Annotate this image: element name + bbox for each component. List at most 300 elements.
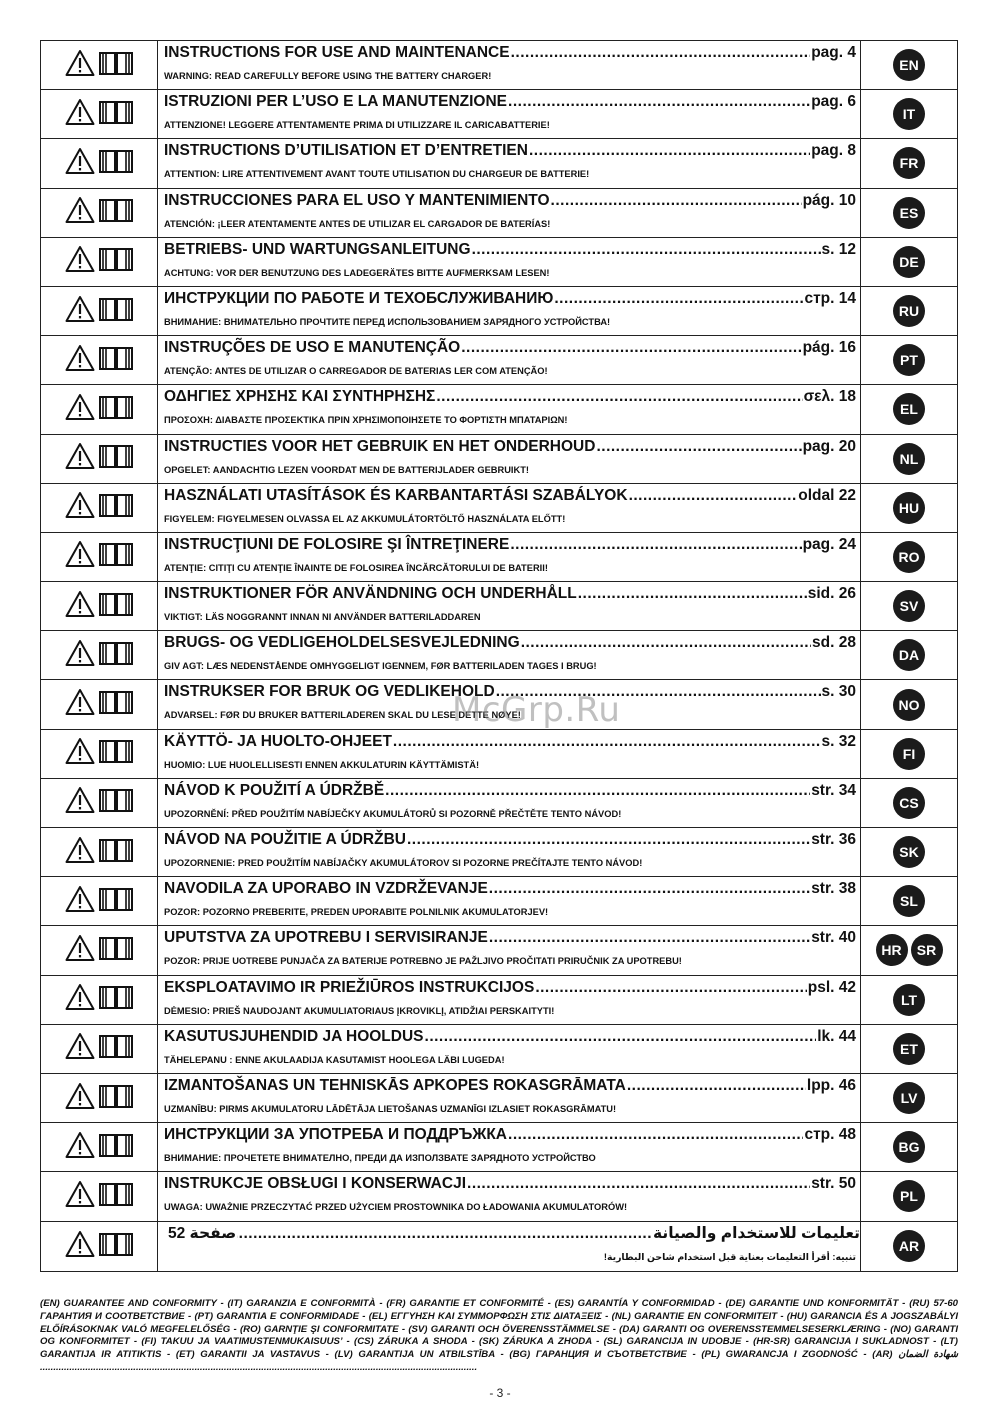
section-text-cell xyxy=(158,336,861,384)
language-code-cell xyxy=(861,730,957,778)
leader-dots xyxy=(436,387,802,407)
leader-dots xyxy=(472,240,821,260)
section-text-cell xyxy=(158,976,861,1024)
section-warning: FIGYELEM: FIGYELMESEN OLVASSA EL AZ AKKUMULÁTORTÖLTŐ HASZNÁLATA ELŐTT! xyxy=(164,513,566,524)
section-page: pag. 8 xyxy=(811,142,856,160)
section-page: pág. 10 xyxy=(802,191,856,209)
toc-row xyxy=(41,189,957,238)
language-badge[interactable]: DA xyxy=(893,639,925,671)
toc-row xyxy=(41,631,957,680)
section-title: KÄYTTÖ- JA HUOLTO-OHJEET xyxy=(164,732,392,750)
icon-cell xyxy=(41,976,158,1024)
toc-row xyxy=(41,41,957,90)
language-code-cell xyxy=(861,1222,957,1271)
icon-cell xyxy=(41,680,158,728)
warning-triangle-icon xyxy=(65,245,95,278)
toc-row xyxy=(41,385,957,434)
language-badge[interactable]: HR xyxy=(876,934,908,966)
open-book-icon xyxy=(98,245,134,278)
language-badge[interactable]: NO xyxy=(893,689,925,721)
language-code-cell xyxy=(861,238,957,286)
toc-row xyxy=(41,779,957,828)
warning-triangle-icon xyxy=(65,1180,95,1213)
page-number: - 3 - xyxy=(489,1386,511,1400)
section-title: INSTRUKCJE OBSŁUGI I KONSERWACJI xyxy=(164,1175,467,1193)
section-warning: UWAGA: UWAŻNIE PRZECZYTAĆ PRZED UŻYCIEM PROSTOWNIKA DO ŁADOWANIA AKUMULATORÓW! xyxy=(164,1202,628,1213)
section-warning: UPOZORNENIE: PRED POUŽITÍM NABÍJAČKY AKUMULÁTOROV SI POZORNE PREČÍTAJTE TENTO NÁVOD! xyxy=(164,858,643,868)
warning-triangle-icon xyxy=(65,1082,95,1115)
section-warning: HUOMIO: LUE HUOLELLISESTI ENNEN AKKULATURIN KÄYTTÄMISTÄ! xyxy=(164,759,480,770)
toc-row xyxy=(41,1025,957,1074)
section-text-cell xyxy=(158,533,861,581)
section-warning: GIV AGT: LÆS NEDENSTÅENDE OMHYGGELIGT IGENNEM, FØR BATTERILADEN TAGES I BRUG! xyxy=(164,661,597,672)
language-badge[interactable]: BG xyxy=(893,1131,925,1163)
language-badge[interactable]: NL xyxy=(893,443,925,475)
language-code-cell xyxy=(861,484,957,532)
section-text-cell xyxy=(158,139,861,187)
open-book-icon xyxy=(98,786,134,819)
warning-triangle-icon xyxy=(65,147,95,180)
warning-triangle-icon xyxy=(65,836,95,869)
language-code-cell xyxy=(861,976,957,1024)
language-code-cell xyxy=(861,1172,957,1220)
section-warning: ATENCIÓN: ¡LEER ATENTAMENTE ANTES DE UTILIZAR EL CARGADOR DE BATERÍAS! xyxy=(164,218,551,229)
open-book-icon xyxy=(98,1230,134,1263)
open-book-icon xyxy=(98,688,134,721)
section-title-line[interactable] xyxy=(164,141,860,161)
language-badge[interactable]: PT xyxy=(893,344,925,376)
icon-cell xyxy=(41,877,158,925)
section-title-line[interactable] xyxy=(164,289,860,309)
warning-triangle-icon xyxy=(65,590,95,623)
icon-cell xyxy=(41,1025,158,1073)
language-badge[interactable]: IT xyxy=(893,98,925,130)
language-code-cell xyxy=(861,828,957,876)
language-badge[interactable]: EN xyxy=(893,49,925,81)
icon-cell xyxy=(41,435,158,483)
section-title-line[interactable] xyxy=(164,584,860,604)
contents-table xyxy=(40,40,958,1272)
section-title-line[interactable] xyxy=(164,1224,860,1244)
section-title: INSTRUKSER FOR BRUK OG VEDLIKEHOLD xyxy=(164,683,495,701)
icon-cell xyxy=(41,1172,158,1220)
warning-triangle-icon xyxy=(65,393,95,426)
section-title: UPUTSTVA ZA UPOTREBU I SERVISIRANJE xyxy=(164,929,488,947)
section-title-line[interactable] xyxy=(164,1027,860,1047)
toc-row xyxy=(41,238,957,287)
leader-dots xyxy=(489,928,810,948)
section-warning: TÄHELEPANU : ENNE AKULAADIJA KASUTAMIST HOOLEGA LÄBI LUGEDA! xyxy=(164,1054,505,1065)
language-badge[interactable]: FR xyxy=(893,147,925,179)
section-page: pag. 4 xyxy=(811,44,856,61)
section-page: str. 38 xyxy=(811,880,856,898)
warning-triangle-icon xyxy=(65,295,95,328)
icon-cell xyxy=(41,1123,158,1171)
language-badge[interactable]: ES xyxy=(893,197,925,229)
open-book-icon xyxy=(98,934,134,967)
language-code-cell xyxy=(861,1074,957,1122)
section-title-line[interactable] xyxy=(164,1076,860,1096)
section-title: ИНСТРУКЦИИ ЗА УПОТРЕБА И ПОДДРЪЖКА xyxy=(164,1126,508,1144)
language-badge[interactable]: DE xyxy=(893,246,925,278)
leader-dots xyxy=(407,830,810,850)
section-text-cell xyxy=(158,877,861,925)
section-warning: VIKTIGT: LÄS NOGGRANNT INNAN NI ANVÄNDER BATTERILADDAREN xyxy=(164,612,481,623)
section-title: EKSPLOATAVIMO IR PRIEŽIŪROS INSTRUKCIJOS xyxy=(164,978,535,996)
section-page: str. 36 xyxy=(811,831,856,848)
footer-text: (EN) GUARANTEE AND CONFORMITY - (IT) GARANZIA E CONFORMITÀ - (FR) GARANTIE ET CONFORMITÉ - (ES) GARANTÍA Y CONFORMIDAD - (DE) GARANTIE UND KONFORMITÄT - (RU) ГАРАНТИЯ И СООТВЕТСТВИЕ - (PT) GARANTIA E CONFORMIDADE - (EL) ΕΓΓΥΗΣΗ ΚΑΙ ΣΥΜΜΟΡΦΩΣΗ ΣΤΙΣ ΔΙΑΤΑΞΕΙΣ - (NL) GARANTIE EN CONFORMITEIT - (HU) GARANCIA ÉS A JOGSZABÁLYI ELŐÍRÁSOKNAK VALÓ MEGFELELŐSÉG - (RO) GARNŢIE ŞI CONFORMITATE - (SV) GARANTI OCH ÖVERENSSTÄMMELSE - (DA) GARANTI OG OVERENSSTEMMELSESERKLÆRING - (NO) GARANTI OG KONFORMITET - (FI) TAKUU JA VAATIMUSTENMUKAISUUS’ - (CS) ZÁRUKA A SHODA - (SK) ZÁRUKA A ZHODA - (SL) GARANCIJA IN UDOBJE - (HR-SR) GARANCIJA I SUKLADNOST - (LT) GARANTIJA IR ATITIKTIS - (ET) GARANTII JA VASTAVUS - (LV) GARANTIJA UN ATBILSTĪBA - (BG) ГАРАНЦИЯ И СЪОТВЕТСТВИЕ - (PL) GWARANCJA I ZGODNOŚĆ - (AR) شهادة الضمان .................................................................................................................................................................... xyxy=(40,1298,958,1373)
toc-row xyxy=(41,1222,957,1271)
section-title-line[interactable] xyxy=(164,928,860,948)
section-page: pag. 24 xyxy=(802,535,856,553)
icon-cell xyxy=(41,533,158,581)
icon-cell xyxy=(41,336,158,384)
section-warning: WARNING: READ CAREFULLY BEFORE USING THE BATTERY CHARGER! xyxy=(164,71,492,81)
section-page: lpp. 46 xyxy=(806,1076,856,1094)
section-warning: UPOZORNĚNÍ: PŘED POUŽITÍM NABÍJEČKY AKUMULÁTORŮ SI POZORNĚ PŘEČTĚTE TENTO NÁVOD! xyxy=(164,808,622,819)
language-code-cell xyxy=(861,631,957,679)
section-text-cell xyxy=(158,189,861,237)
toc-row xyxy=(41,484,957,533)
section-title-line[interactable] xyxy=(164,1174,860,1194)
section-text-cell xyxy=(158,287,861,335)
section-title-line[interactable] xyxy=(164,191,860,211)
section-text-cell xyxy=(158,1025,861,1073)
open-book-icon xyxy=(98,98,134,131)
section-text-cell xyxy=(158,484,861,532)
toc-row xyxy=(41,287,957,336)
section-title: KASUTUSJUHENDID JA HOOLDUS xyxy=(164,1027,424,1045)
language-code-cell xyxy=(861,1123,957,1171)
section-title: ISTRUZIONI PER L’USO E LA MANUTENZIONE xyxy=(164,93,508,111)
toc-row xyxy=(41,139,957,188)
section-text-cell xyxy=(158,41,861,89)
language-badge[interactable]: LT xyxy=(893,984,925,1016)
section-title-line[interactable] xyxy=(164,535,860,555)
warning-triangle-icon xyxy=(65,983,95,1016)
section-title-line[interactable] xyxy=(164,781,860,801)
section-title-line[interactable] xyxy=(164,978,860,998)
leader-dots xyxy=(508,92,810,112)
language-badge[interactable]: SR xyxy=(911,934,943,966)
section-text-cell xyxy=(158,435,861,483)
language-badge[interactable]: FI xyxy=(893,738,925,770)
section-text-cell xyxy=(158,828,861,876)
toc-row xyxy=(41,90,957,139)
leader-dots xyxy=(467,1174,810,1194)
section-title: IZMANTOŠANAS UN TEHNISKĀS APKOPES ROKASGRĀMATA xyxy=(164,1076,626,1094)
leader-dots xyxy=(510,535,801,555)
warning-triangle-icon xyxy=(65,1230,95,1263)
warning-triangle-icon xyxy=(65,1131,95,1164)
section-page: str. 34 xyxy=(811,781,856,799)
footer-page-range: 57-60 xyxy=(933,1298,958,1309)
section-page: pag. 6 xyxy=(811,93,856,111)
open-book-icon xyxy=(98,590,134,623)
section-text-cell xyxy=(158,1074,861,1122)
language-badge[interactable]: RU xyxy=(893,295,925,327)
leader-dots xyxy=(521,633,811,653)
language-code-cell xyxy=(861,287,957,335)
leader-dots xyxy=(629,486,798,506)
leader-dots xyxy=(529,141,810,161)
open-book-icon xyxy=(98,540,134,573)
section-title: ΟΔΗΓΙΕΣ ΧΡΗΣΗΣ ΚΑΙ ΣΥΝΤΗΡΗΣΗΣ xyxy=(164,388,436,406)
icon-cell xyxy=(41,41,158,89)
section-title-line[interactable] xyxy=(164,879,860,899)
section-title-line[interactable] xyxy=(164,92,860,112)
section-title: BRUGS- OG VEDLIGEHOLDELSESVEJLEDNING xyxy=(164,634,520,652)
section-title: INSTRUCTIONS FOR USE AND MAINTENANCE xyxy=(164,44,510,61)
leader-dots xyxy=(551,191,802,211)
section-page: s. 12 xyxy=(821,240,856,258)
leader-dots xyxy=(425,1027,817,1047)
warning-triangle-icon xyxy=(65,1032,95,1065)
section-warning: ΠΡΟΣΟΧΗ: ΔΙΑΒΑΣΤΕ ΠΡΟΣΕΚΤΙΚΑ ΠΡΙΝ ΧΡΗΣΙΜΟΠΟΙΗΣΕΤΕ ΤΟ ΦΟΡΤΙΣΤΗ ΜΠΑΤΑΡΙΩΝ! xyxy=(164,415,568,426)
section-title: INSTRUKTIONER FÖR ANVÄNDNING OCH UNDERHÅLL xyxy=(164,585,577,603)
open-book-icon xyxy=(98,885,134,918)
open-book-icon xyxy=(98,836,134,869)
leader-dots xyxy=(627,1076,806,1096)
toc-row xyxy=(41,336,957,385)
icon-cell xyxy=(41,779,158,827)
toc-row xyxy=(41,926,957,975)
language-code-cell xyxy=(861,139,957,187)
language-code-cell xyxy=(861,926,957,974)
language-code-cell xyxy=(861,41,957,89)
language-code-cell xyxy=(861,779,957,827)
warning-triangle-icon xyxy=(65,934,95,967)
section-title-line[interactable] xyxy=(164,437,860,457)
open-book-icon xyxy=(98,442,134,475)
section-page: σελ. 18 xyxy=(803,388,856,406)
icon-cell xyxy=(41,730,158,778)
section-title: INSTRUCŢIUNI DE FOLOSIRE ŞI ÎNTREŢINERE xyxy=(164,535,510,553)
section-title-line[interactable] xyxy=(164,338,860,358)
language-badge[interactable]: HU xyxy=(893,492,925,524)
icon-cell xyxy=(41,582,158,630)
icon-cell xyxy=(41,631,158,679)
section-title: INSTRUCTIONS D’UTILISATION ET D’ENTRETIEN xyxy=(164,142,528,160)
warning-triangle-icon xyxy=(65,344,95,377)
leader-dots xyxy=(385,781,810,801)
leader-dots xyxy=(393,732,821,752)
open-book-icon xyxy=(98,196,134,229)
section-warning: OPGELET: AANDACHTIG LEZEN VOORDAT MEN DE BATTERIJLADER GEBRUIKT! xyxy=(164,464,529,475)
leader-dots xyxy=(489,879,810,899)
section-text-cell xyxy=(158,926,861,974)
icon-cell xyxy=(41,90,158,138)
language-code-cell xyxy=(861,385,957,433)
section-text-cell xyxy=(158,730,861,778)
warning-triangle-icon xyxy=(65,540,95,573)
leader-dots xyxy=(237,1224,652,1244)
language-code-cell xyxy=(861,582,957,630)
section-page: pág. 16 xyxy=(802,339,856,357)
language-badge[interactable]: AR xyxy=(893,1230,925,1262)
warning-triangle-icon xyxy=(65,639,95,672)
language-badge[interactable]: ET xyxy=(893,1033,925,1065)
section-text-cell xyxy=(158,631,861,679)
icon-cell xyxy=(41,926,158,974)
section-page: psl. 42 xyxy=(807,978,856,996)
language-code-cell xyxy=(861,336,957,384)
section-title: NAVODILA ZA UPORABO IN VZDRŽEVANJE xyxy=(164,880,488,898)
section-title-line[interactable] xyxy=(164,240,860,260)
leader-dots xyxy=(578,584,807,604)
open-book-icon xyxy=(98,49,134,82)
section-warning: ATTENTION: LIRE ATTENTIVEMENT AVANT TOUTE UTILISATION DU CHARGEUR DE BATTERIE! xyxy=(164,169,590,180)
open-book-icon xyxy=(98,1180,134,1213)
section-text-cell xyxy=(158,779,861,827)
section-title-line[interactable] xyxy=(164,732,860,752)
leader-dots xyxy=(554,289,803,309)
section-warning: ATENÇÃO: ANTES DE UTILIZAR O CARREGADOR DE BATERIAS LER COM ATENÇÃO! xyxy=(164,366,548,377)
toc-row xyxy=(41,828,957,877)
open-book-icon xyxy=(98,1131,134,1164)
section-text-cell xyxy=(158,1123,861,1171)
leader-dots xyxy=(511,43,811,63)
warning-triangle-icon xyxy=(65,688,95,721)
language-badge[interactable]: SV xyxy=(893,590,925,622)
section-warning: UZMANĪBU: PIRMS AKUMULATORU LĀDĒTĀJA LIETOŠANAS UZMANĪGI IZLASIET ROKASGRĀMATU! xyxy=(164,1103,617,1114)
language-code-cell xyxy=(861,189,957,237)
warning-triangle-icon xyxy=(65,737,95,770)
warning-triangle-icon xyxy=(65,98,95,131)
section-warning: POZOR: POZORNO PREBERITE, PREDEN UPORABITE POLNILNIK AKUMULATORJEV! xyxy=(164,907,549,918)
open-book-icon xyxy=(98,344,134,377)
section-title-line[interactable] xyxy=(164,486,860,506)
section-warning: ACHTUNG: VOR DER BENUTZUNG DES LADEGERÄTES BITTE AUFMERKSAM LESEN! xyxy=(164,267,550,278)
section-warning: DĖMESIO: PRIEŠ NAUDOJANT AKUMULIATORIAUS ĮKROVIKLĮ, ATIDŽIAI PERSKAITYTI! xyxy=(164,1005,555,1016)
open-book-icon xyxy=(98,295,134,328)
language-code-cell xyxy=(861,1025,957,1073)
section-title: INSTRUCCIONES PARA EL USO Y MANTENIMIENTO xyxy=(164,191,550,209)
guarantee-footer xyxy=(40,1298,958,1375)
language-badge[interactable]: LV xyxy=(893,1082,925,1114)
open-book-icon xyxy=(98,639,134,672)
icon-cell xyxy=(41,484,158,532)
section-page: s. 32 xyxy=(821,732,856,750)
section-warning: ADVARSEL: FØR DU BRUKER BATTERILADEREN SKAL DU LESE DETTE NØYE! xyxy=(164,710,521,721)
section-title: INSTRUÇÕES DE USO E MANUTENÇÃO xyxy=(164,339,461,357)
open-book-icon xyxy=(98,1082,134,1115)
language-badge[interactable]: CS xyxy=(893,787,925,819)
open-book-icon xyxy=(98,737,134,770)
section-text-cell xyxy=(158,1222,861,1271)
section-page: pag. 20 xyxy=(802,437,856,455)
language-code-cell xyxy=(861,533,957,581)
toc-row xyxy=(41,1123,957,1172)
section-page: lk. 44 xyxy=(817,1027,856,1045)
section-page: стр. 14 xyxy=(804,289,856,307)
leader-dots xyxy=(596,437,801,457)
section-page: str. 40 xyxy=(811,929,856,947)
open-book-icon xyxy=(98,491,134,524)
section-page: s. 30 xyxy=(821,683,856,701)
section-title: تعليمات للاستخدام والصيانة xyxy=(653,1224,860,1242)
icon-cell xyxy=(41,139,158,187)
language-badge[interactable]: PL xyxy=(893,1180,925,1212)
warning-triangle-icon xyxy=(65,442,95,475)
leader-dots xyxy=(508,1125,803,1145)
section-page: oldal 22 xyxy=(798,486,856,504)
language-code-cell xyxy=(861,90,957,138)
section-page: sid. 26 xyxy=(807,585,856,603)
toc-row xyxy=(41,1074,957,1123)
open-book-icon xyxy=(98,983,134,1016)
icon-cell xyxy=(41,238,158,286)
section-warning: ВНИМАНИЕ: ПРОЧЕТЕТЕ ВНИМАТЕЛНО, ПРЕДИ ДА ИЗПОЛЗВАТЕ ЗАРЯДНОТО УСТРОЙСТВО xyxy=(164,1153,596,1164)
icon-cell xyxy=(41,385,158,433)
section-title-line[interactable] xyxy=(164,1125,860,1145)
language-code-cell xyxy=(861,877,957,925)
language-badge[interactable]: SK xyxy=(893,836,925,868)
section-title: NÁVOD NA POUŽITIE A ÚDRŽBU xyxy=(164,831,406,848)
section-title: INSTRUCTIES VOOR HET GEBRUIK EN HET ONDERHOUD xyxy=(164,437,596,455)
section-title-line[interactable] xyxy=(164,43,860,63)
section-warning: ATTENZIONE! LEGGERE ATTENTAMENTE PRIMA DI UTILIZZARE IL CARICABATTERIE! xyxy=(164,120,550,131)
section-text-cell xyxy=(158,90,861,138)
section-page: стр. 48 xyxy=(804,1126,856,1144)
language-badge[interactable]: EL xyxy=(893,393,925,425)
section-title: NÁVOD K POUŽITÍ A ÚDRŽBĚ xyxy=(164,781,385,799)
warning-triangle-icon xyxy=(65,885,95,918)
toc-row xyxy=(41,730,957,779)
language-badge[interactable]: RO xyxy=(893,541,925,573)
section-page: صفحة 52 xyxy=(168,1224,237,1242)
section-text-cell xyxy=(158,385,861,433)
open-book-icon xyxy=(98,147,134,180)
warning-triangle-icon xyxy=(65,786,95,819)
section-text-cell xyxy=(158,582,861,630)
icon-cell xyxy=(41,828,158,876)
section-title-line[interactable] xyxy=(164,633,860,653)
section-title-line[interactable] xyxy=(164,387,860,407)
icon-cell xyxy=(41,1074,158,1122)
section-title: ИНСТРУКЦИИ ПО РАБОТЕ И ТЕХОБСЛУЖИВАНИЮ xyxy=(164,289,554,307)
toc-row xyxy=(41,435,957,484)
icon-cell xyxy=(41,1222,158,1271)
language-code-cell xyxy=(861,680,957,728)
section-page: str. 50 xyxy=(811,1175,856,1193)
section-warning: ATENŢIE: CITIŢI CU ATENŢIE ÎNAINTE DE FOLOSIREA ÎNCĂRCĂTORULUI DE BATERII! xyxy=(164,562,548,573)
toc-row xyxy=(41,1172,957,1221)
toc-row xyxy=(41,976,957,1025)
icon-cell xyxy=(41,189,158,237)
language-code-cell xyxy=(861,435,957,483)
section-warning: ВНИМАНИЕ: ВНИМАТЕЛЬНО ПРОЧТИТЕ ПЕРЕД ИСПОЛЬЗОВАНИЕМ ЗАРЯДНОГО УСТРОЙСТВА! xyxy=(164,316,611,327)
language-badge[interactable]: SL xyxy=(893,885,925,917)
section-title-line[interactable] xyxy=(164,830,860,850)
section-warning: POZOR: PRIJE UOTREBE PUNJAČA ZA BATERIJE POTREBNO JE PAŽLJIVO PROČITATI PRIRUČNIK ZA UPOTREBU! xyxy=(164,956,682,967)
section-warning: تنبيه: أقرأ التعليمات بعناية قبل استخدام شاحن البطارية! xyxy=(603,1251,856,1262)
warning-triangle-icon xyxy=(65,49,95,82)
warning-triangle-icon xyxy=(65,491,95,524)
toc-row xyxy=(41,533,957,582)
watermark: McGrp.Ru xyxy=(452,690,621,730)
section-text-cell xyxy=(158,1172,861,1220)
icon-cell xyxy=(41,287,158,335)
open-book-icon xyxy=(98,1032,134,1065)
open-book-icon xyxy=(98,393,134,426)
section-page: sd. 28 xyxy=(812,634,856,652)
warning-triangle-icon xyxy=(65,196,95,229)
leader-dots xyxy=(535,978,806,998)
toc-row xyxy=(41,582,957,631)
leader-dots xyxy=(461,338,801,358)
section-text-cell xyxy=(158,238,861,286)
